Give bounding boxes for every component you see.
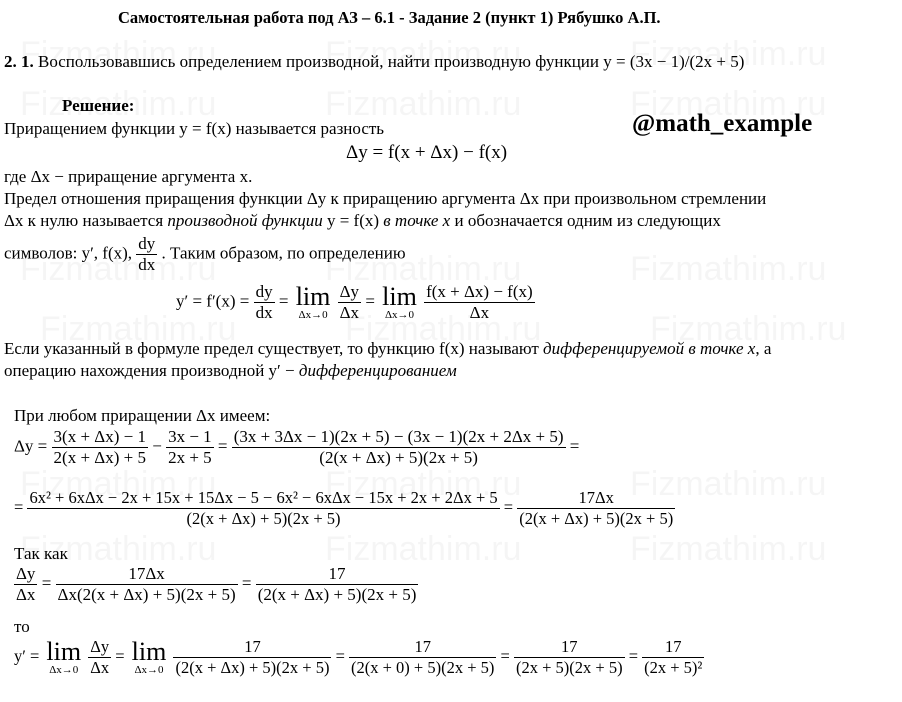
italic-term: в точке x bbox=[383, 211, 451, 230]
limit-word: lim bbox=[295, 281, 331, 311]
denominator: Δx bbox=[339, 303, 360, 322]
numerator: 6x² + 6xΔx − 2x + 15x + 15Δx − 5 − 6x² − 6xΔx − 15x + 2x + 2Δx + 5 bbox=[29, 488, 498, 507]
definition-line-6 bbox=[4, 339, 771, 359]
denominator: (2x + 5)(2x + 5) bbox=[515, 658, 623, 677]
italic-term: дифференцируемой в точке x bbox=[543, 339, 756, 358]
fraction bbox=[349, 637, 496, 678]
final-derivative bbox=[14, 637, 704, 678]
limit-subscript: Δx→0 bbox=[384, 308, 415, 321]
equals-sign: = bbox=[500, 646, 510, 666]
numerator: dy bbox=[138, 234, 156, 253]
fraction bbox=[424, 282, 535, 323]
denominator: (2(x + Δx) + 5)(2x + 5) bbox=[519, 509, 674, 528]
fraction bbox=[232, 427, 566, 468]
denominator: (2(x + Δx) + 5)(2x + 5) bbox=[319, 448, 478, 467]
formula-lhs: y′ = bbox=[14, 646, 40, 666]
italic-term: дифференцированием bbox=[298, 361, 457, 380]
equals-sign: = bbox=[115, 646, 125, 666]
increment-calculation-1 bbox=[14, 427, 579, 468]
fraction bbox=[256, 564, 419, 605]
limit-subscript: Δx→0 bbox=[298, 308, 328, 321]
solution-heading: Решение: bbox=[62, 96, 135, 115]
denominator: 2x + 5 bbox=[168, 448, 212, 467]
equals-sign: = bbox=[217, 436, 228, 456]
numerator: 17Δx bbox=[517, 488, 675, 509]
denominator: (2(x + 0) + 5)(2x + 5) bbox=[351, 658, 495, 677]
equals-sign: = bbox=[569, 436, 580, 456]
increment-intro: При любом приращении Δx имеем: bbox=[14, 406, 271, 425]
fraction bbox=[14, 564, 37, 605]
denominator: 2(x + Δx) + 5 bbox=[53, 448, 146, 467]
text-fragment: , а bbox=[755, 339, 772, 358]
limit-word: lim bbox=[382, 281, 417, 311]
formula-lhs: Δy = bbox=[14, 436, 48, 456]
italic-term: производной функции bbox=[167, 211, 323, 230]
page-title: Самостоятельная работа под АЗ – 6.1 - Задание 2 (пункт 1) Рябушко А.П. bbox=[118, 8, 661, 27]
text-fragment: символов: y′, f(x), bbox=[4, 243, 137, 263]
equals-sign: = bbox=[628, 646, 638, 666]
task-number: 2. 1. bbox=[4, 52, 34, 71]
limit bbox=[382, 281, 417, 321]
fraction bbox=[514, 637, 625, 678]
numerator: 3x − 1 bbox=[168, 427, 212, 446]
denominator: (2(x + Δx) + 5)(2x + 5) bbox=[257, 585, 417, 604]
fraction bbox=[27, 488, 499, 529]
text-fragment: и обозначается одним из следующих bbox=[450, 211, 721, 230]
numerator: 17 bbox=[642, 637, 704, 658]
denominator: (2(x + Δx) + 5)(2x + 5) bbox=[186, 509, 341, 528]
numerator: 3(x + Δx) − 1 bbox=[53, 427, 146, 446]
equals-sign: = bbox=[335, 646, 345, 666]
limit bbox=[46, 636, 82, 676]
limit-subscript: Δx→0 bbox=[134, 663, 164, 676]
numerator: (3x + 3Δx − 1)(2x + 5) − (3x − 1)(2x + 2Δx + 5) bbox=[233, 427, 564, 446]
numerator: Δy bbox=[16, 564, 36, 583]
author-handle: @math_example bbox=[632, 110, 813, 137]
fraction bbox=[88, 637, 111, 678]
fraction bbox=[517, 488, 675, 529]
denominator: Δx bbox=[469, 303, 490, 322]
equals-sign: = bbox=[241, 573, 252, 593]
definition-line-4 bbox=[4, 211, 721, 231]
definition-line-2: где Δx − приращение аргумента x. bbox=[4, 167, 253, 186]
dy-dx-fraction bbox=[136, 234, 157, 275]
definition-line-5 bbox=[4, 234, 406, 275]
text-fragment: Δx к нулю называется bbox=[4, 211, 168, 230]
numerator: 17 bbox=[349, 637, 496, 658]
fraction bbox=[166, 427, 214, 468]
derivative-definition-formula bbox=[176, 282, 535, 323]
formula-lhs: y′ = f′(x) = bbox=[176, 291, 250, 311]
numerator: f(x + Δx) − f(x) bbox=[426, 282, 533, 301]
increment-calculation-2 bbox=[14, 488, 675, 529]
equals-sign: = bbox=[278, 291, 289, 311]
definition-line-7 bbox=[4, 361, 457, 381]
fraction bbox=[254, 282, 275, 323]
limit bbox=[295, 281, 331, 321]
fraction bbox=[52, 427, 148, 468]
increment-formula: Δy = f(x + Δx) − f(x) bbox=[346, 142, 508, 163]
watermark bbox=[630, 530, 826, 569]
equals-sign: = bbox=[503, 497, 514, 517]
numerator: dy bbox=[255, 282, 273, 301]
fraction bbox=[338, 282, 361, 323]
denominator: Δx(2(x + Δx) + 5)(2x + 5) bbox=[57, 585, 236, 604]
equals-sign: = bbox=[365, 291, 375, 311]
numerator: Δy bbox=[90, 637, 110, 656]
task-statement bbox=[4, 52, 744, 72]
text-fragment: y = f(x) bbox=[322, 211, 384, 230]
definition-line-1: Приращением функции y = f(x) называется разность bbox=[4, 119, 385, 138]
text-fragment: операцию нахождения производной y′ − bbox=[4, 361, 299, 380]
equals-sign: = bbox=[41, 573, 52, 593]
numerator: 17Δx bbox=[56, 564, 238, 585]
since-label: Так как bbox=[14, 544, 68, 563]
text-fragment: . Таким образом, по определению bbox=[161, 243, 406, 263]
limit-word: lim bbox=[131, 636, 167, 666]
denominator: Δx bbox=[90, 658, 110, 677]
fraction bbox=[56, 564, 238, 605]
denominator: (2x + 5)² bbox=[644, 658, 703, 677]
task-text: Воспользовавшись определением производной, найти производную функции y = (3x − 1)/(2x + 5) bbox=[38, 52, 745, 71]
definition-line-3: Предел отношения приращения функции Δy к приращению аргумента Δx при произвольном стремлении bbox=[4, 189, 767, 208]
limit-word: lim bbox=[46, 636, 82, 666]
equals-sign: = bbox=[14, 497, 24, 517]
watermark bbox=[630, 250, 826, 289]
denominator: dx bbox=[138, 255, 156, 274]
limit-subscript: Δx→0 bbox=[49, 663, 79, 676]
denominator: (2(x + Δx) + 5)(2x + 5) bbox=[175, 658, 330, 677]
minus-sign: − bbox=[152, 436, 162, 456]
fraction bbox=[642, 637, 704, 678]
text-fragment: Если указанный в формуле предел существует, то функцию f(x) называют bbox=[4, 339, 544, 358]
denominator: dx bbox=[255, 303, 273, 322]
limit bbox=[131, 636, 167, 676]
fraction bbox=[173, 637, 331, 678]
numerator: 17 bbox=[173, 637, 331, 658]
numerator: 17 bbox=[256, 564, 419, 585]
numerator: Δy bbox=[339, 282, 360, 301]
ratio-calculation bbox=[14, 564, 418, 605]
numerator: 17 bbox=[514, 637, 625, 658]
denominator: Δx bbox=[16, 585, 36, 604]
then-label: то bbox=[14, 617, 30, 636]
